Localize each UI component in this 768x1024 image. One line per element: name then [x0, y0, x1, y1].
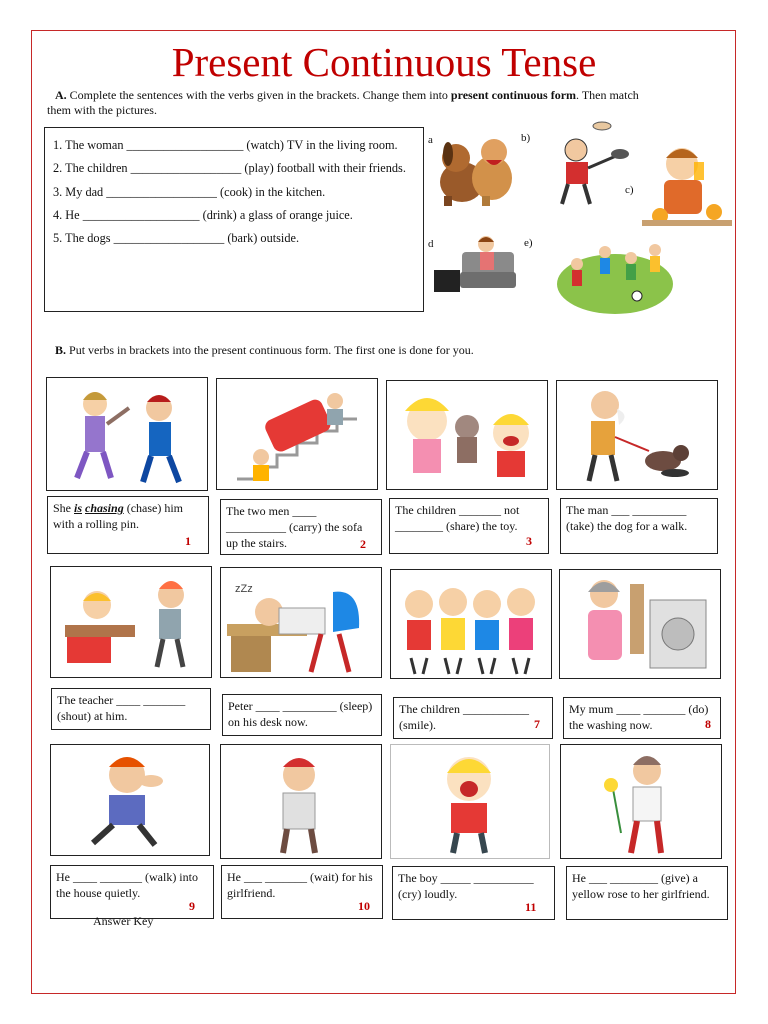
- number-1: 1: [185, 534, 191, 548]
- children-fighting-over-toy-picture: [386, 380, 548, 490]
- woman-chasing-man-picture: [46, 377, 208, 491]
- number-7: 7: [534, 717, 540, 731]
- sentence-2: 2. The children __________________ (play) football with their friends.: [53, 161, 406, 176]
- caption-11: The boy _____ __________ (cry) loudly.: [392, 866, 555, 920]
- caption-8: My mum ____ _______ (do) the washing now.: [563, 697, 721, 739]
- number-3: 3: [526, 534, 532, 548]
- sentence-5: 5. The dogs __________________ (bark) outside.: [53, 231, 300, 246]
- caption-1-answer-verb: chasing: [85, 501, 124, 515]
- pic-label-b: b): [521, 132, 531, 144]
- man-walking-dog-picture: [556, 380, 718, 490]
- caption-10: He ___ _______ (wait) for his girlfriend.: [221, 865, 383, 919]
- page-title: Present Continuous Tense: [171, 39, 597, 85]
- men-carrying-sofa-picture: [216, 378, 378, 490]
- caption-1-answer-aux: is: [74, 501, 83, 515]
- number-8: 8: [705, 717, 711, 731]
- caption-2: The two men ____ __________ (carry) the sofa up the stairs.: [220, 499, 382, 555]
- svg-text:zZz: zZz: [235, 583, 253, 595]
- man-giving-rose-picture: [560, 744, 722, 859]
- sentence-1: 1. The woman ___________________ (watch) TV in the living room.: [53, 138, 398, 152]
- caption-5: The teacher ____ _______ (shout) at him.: [51, 688, 211, 730]
- children-smiling-picture: [390, 569, 552, 679]
- caption-6: Peter ____ _________ (sleep) on his desk now.: [222, 694, 382, 736]
- instruction-bold: present continuous form: [450, 88, 577, 102]
- section-b-letter: B.: [55, 343, 67, 357]
- caption-4: The man ___ _________ (take) the dog for a walk.: [560, 498, 718, 554]
- section-b-instruction: [47, 343, 707, 358]
- number-10: 10: [358, 899, 370, 913]
- instruction-text: Complete the sentences with the verbs given in the brackets. Change them into: [69, 88, 448, 102]
- caption-1-pre: She: [53, 501, 71, 515]
- caption-3: The children _______ not ________ (share) the toy.: [389, 498, 549, 554]
- caption-7: The children ___________ (smile).: [393, 697, 553, 739]
- woman-doing-washing-picture: [559, 569, 721, 679]
- answer-key-label: Answer Key: [93, 914, 154, 928]
- section-a-letter: A.: [55, 88, 67, 102]
- number-11: 11: [525, 900, 537, 914]
- instruction-end: . Then match them with the pictures.: [47, 88, 639, 117]
- sentence-box: [44, 127, 424, 312]
- number-9: 9: [189, 899, 195, 913]
- section-b-text: Put verbs in brackets into the present continuous form. The first one is done for you.: [69, 343, 474, 357]
- woman-watching-tv-picture: [434, 232, 518, 298]
- pic-label-a: a: [428, 134, 433, 146]
- pic-label-e: e): [524, 237, 533, 249]
- sentence-4: 4. He ___________________ (drink) a glass of orange juice.: [53, 207, 353, 222]
- pic-label-c: c): [625, 184, 634, 196]
- sentence-3: 3. My dad __________________ (cook) in the kitchen.: [53, 184, 326, 199]
- caption-1-post: (chase) him with a rolling pin.: [53, 501, 184, 531]
- boy-drinking-juice-picture: [642, 140, 732, 226]
- pic-label-d: d: [428, 238, 434, 250]
- section-a-instruction: [47, 88, 657, 118]
- caption-9: He ____ _______ (walk) into the house quietly.: [50, 865, 214, 919]
- barking-dogs-picture: [434, 130, 516, 210]
- teacher-shouting-picture: [50, 566, 212, 678]
- boy-crying-picture: [390, 744, 550, 859]
- man-cooking-picture: [546, 120, 630, 210]
- man-walking-quietly-picture: [50, 744, 210, 856]
- children-playing-football-picture: [557, 234, 675, 316]
- man-waiting-picture: [220, 744, 382, 859]
- caption-12: He ___ ________ (give) a yellow rose to her girlfriend.: [566, 866, 728, 920]
- man-sleeping-on-desk-picture: [220, 567, 382, 678]
- number-2: 2: [360, 537, 366, 551]
